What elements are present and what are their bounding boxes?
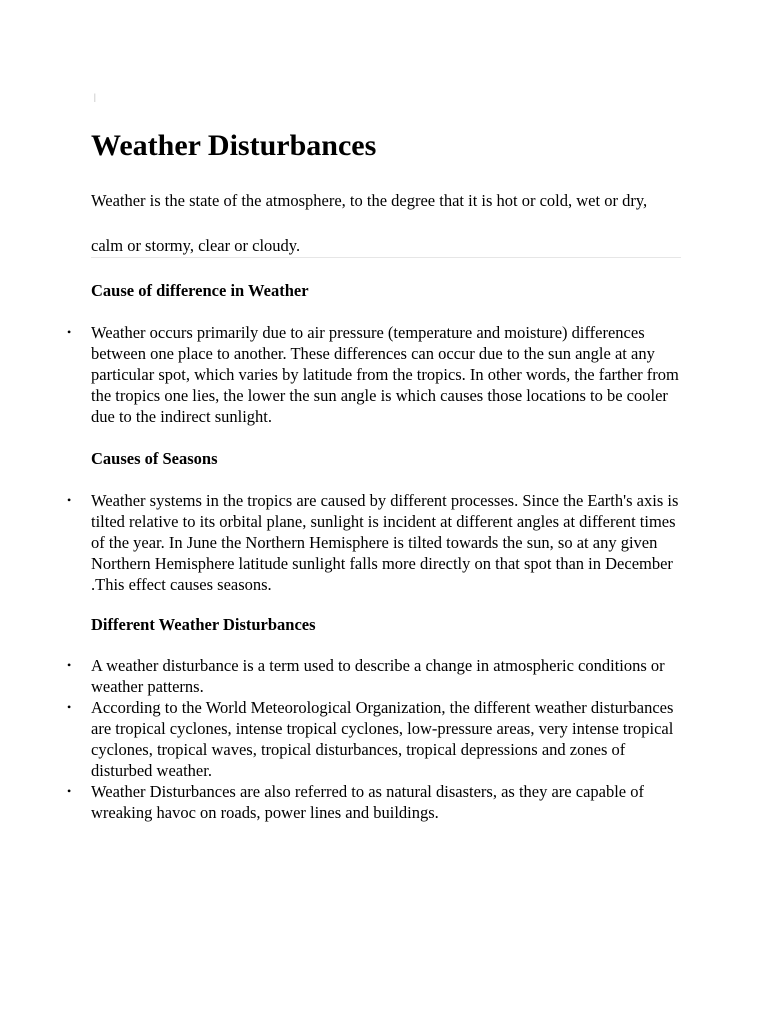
section-heading-weather-difference: Cause of difference in Weather (91, 281, 309, 300)
list-item-text: A weather disturbance is a term used to describe a change in atmospheric conditions or weather patterns. (91, 656, 665, 696)
bullet-list-weather-difference (67, 322, 683, 427)
page-title: Weather Disturbances (91, 129, 377, 162)
list-item-text: Weather systems in the tropics are caused by different processes. Since the Earth's axis is tilted relative to its orbital plane, sunlight is incident at different angles at different times of the year. In June the Northern Hemisphere is tilted towards the sun, so at any given Northern Hemisphere latitude sunlight falls more directly on that spot than in December .This effect causes seasons. (91, 491, 679, 594)
list-item (67, 655, 683, 697)
bullet-icon: • (67, 325, 72, 339)
bullet-icon: • (67, 700, 72, 714)
list-item-text: Weather Disturbances are also referred to as natural disasters, as they are capable of wreaking havoc on roads, power lines and buildings. (91, 782, 644, 822)
bullet-icon: • (67, 784, 72, 798)
list-item (67, 781, 683, 823)
intro-paragraph: Weather is the state of the atmosphere, to the degree that it is hot or cold, wet or dry, calm or stormy, clear or cloudy. (91, 191, 648, 255)
divider (91, 257, 681, 258)
list-item-text: Weather occurs primarily due to air pressure (temperature and moisture) differences between one place to another. These differences can occur due to the sun angle at any particular spot, which varies by latitude from the tropics. In other words, the farther from the tropics one lies, the lower the sun angle is which causes those locations to be cooler due to the indirect sunlight. (91, 323, 679, 426)
page-mark: | (94, 92, 96, 102)
list-item (67, 697, 683, 781)
bullet-icon: • (67, 493, 72, 507)
section-heading-seasons: Causes of Seasons (91, 449, 218, 468)
bullet-list-seasons (67, 490, 683, 595)
bullet-icon: • (67, 658, 72, 672)
list-item (67, 490, 683, 595)
list-item-text: According to the World Meteorological Organization, the different weather disturbances are tropical cyclones, intense tropical cyclones, low-pressure areas, very intense tropical cyclones, tropical waves, tropical disturbances, tropical depressions and zones of disturbed weather. (91, 698, 674, 780)
section-heading-disturbances: Different Weather Disturbances (91, 615, 316, 634)
list-item (67, 322, 683, 427)
bullet-list-disturbances (67, 655, 683, 823)
